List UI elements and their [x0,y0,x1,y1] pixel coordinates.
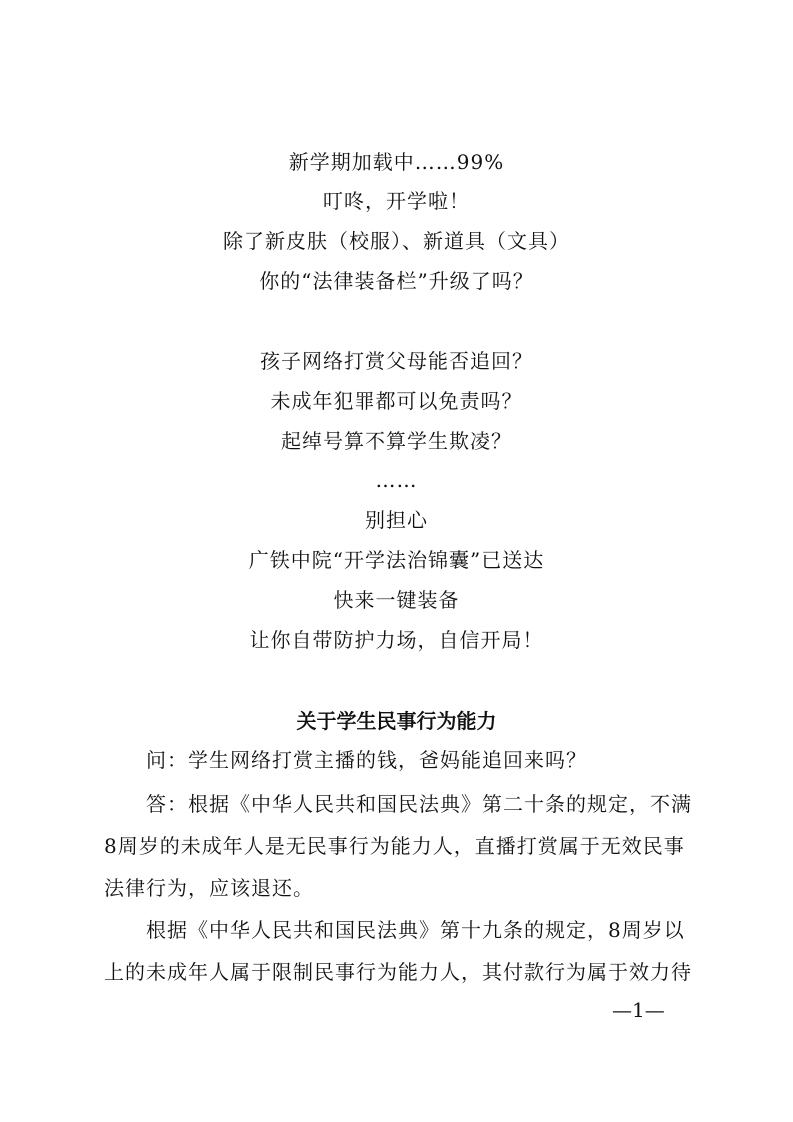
reassure-line-3: 快来一键装备 [333,588,460,612]
question-line-3: 起绰号算不算学生欺凌？ [281,429,512,453]
ellipsis-line: …… [375,468,418,492]
answer-line-2: 8周岁的未成年人是无民事行为能力人，直播打赏属于无效民事 [104,834,685,858]
intro-line-2: 叮咚，开学啦！ [323,189,470,213]
answer-line-1: 答：根据《中华人民共和国民法典》第二十条的规定，不满 [146,792,692,816]
reassure-line-2: 广铁中院“开学法治锦囊”已送达 [248,548,545,572]
intro-line-1: 新学期加载中……99% [288,150,505,174]
answer-line-3: 法律行为，应该退还。 [104,876,314,900]
page-number: —1— [612,998,665,1022]
para2-line-1: 根据《中华人民共和国民法典》第十九条的规定，8周岁以 [146,918,685,942]
question-line-2: 未成年犯罪都可以免责吗？ [270,389,523,413]
intro-line-4: 你的“法律装备栏”升级了吗？ [259,269,534,293]
section-question: 问：学生网络打赏主播的钱，爸妈能追回来吗？ [146,748,587,772]
section-title: 关于学生民事行为能力 [296,709,497,733]
intro-line-3: 除了新皮肤（校服）、新道具（文具） [223,229,570,253]
reassure-line-1: 别担心 [365,508,428,532]
question-line-1: 孩子网络打赏父母能否追回？ [260,349,533,373]
reassure-line-4: 让你自带防护力场，自信开局！ [249,628,544,652]
para2-line-2: 上的未成年人属于限制民事行为能力人，其付款行为属于效力待 [104,960,692,984]
